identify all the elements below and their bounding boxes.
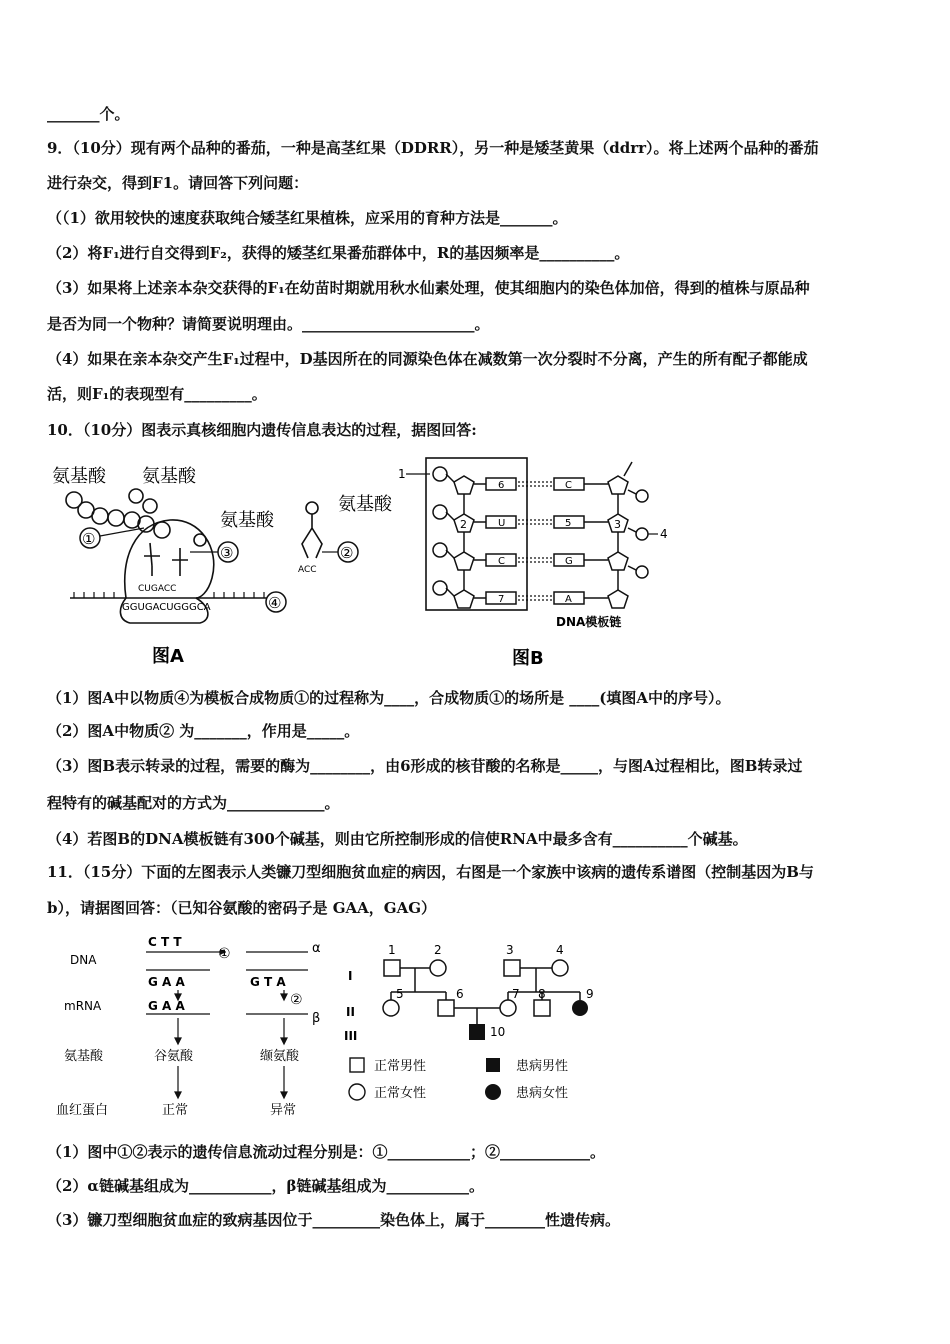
person-number: 1	[388, 943, 396, 957]
step-1-label: ①	[218, 946, 231, 962]
question-9-part-4: （4）如果在亲本杂交产生F₁过程中，D基因所在的同源染色体在减数第一次分裂时不分离，产生的所有配子都能成	[47, 350, 808, 368]
figure-11	[50, 930, 610, 1130]
person-number: 5	[396, 987, 404, 1001]
legend-affected-male: 患病男性	[516, 1059, 569, 1074]
base-label: C	[565, 480, 572, 491]
step-2-label: ②	[290, 992, 303, 1008]
acc-text: ACC	[298, 565, 317, 575]
marker-2: ②	[340, 544, 354, 562]
legend-normal-male: 正常男性	[374, 1059, 427, 1074]
question-10-part-3: （3）图B表示转录的过程，需要的酶为________，由6形成的核苷酸的名称是_____，与图A过程相比，图B转录过	[47, 757, 803, 775]
fig-a-label: 氨基酸	[338, 494, 392, 515]
marker-1: ①	[82, 530, 96, 548]
fig-a-label: 氨基酸	[220, 510, 274, 531]
text-line: 活，则F₁的表现型有_________。	[47, 385, 267, 403]
text-line: b），请据图回答：（已知谷氨酸的密码子是 GAA，GAG）	[47, 899, 437, 917]
base-label: 6	[498, 480, 505, 491]
abnormal-label: 异常	[270, 1103, 297, 1118]
fig-a-label: 氨基酸	[142, 466, 196, 487]
aa-label: 氨基酸	[64, 1049, 104, 1064]
person-number: 8	[538, 987, 546, 1001]
question-11-part-2: （2）α链碱基组成为___________，β链碱基组成为___________。	[47, 1177, 484, 1195]
template-strand-label: DNA模板链	[556, 615, 622, 629]
question-9-header: 9．（10分）现有两个品种的番茄，一种是高茎红果（DDRR），另一种是矮茎黄果（ddrr）。将上述两个品种的番茄	[47, 139, 819, 157]
question-9-part-1: （（1）欲用较快的速度获取纯合矮茎红果植株，应采用的育种方法是_______。	[47, 209, 568, 227]
base-label: G	[565, 556, 573, 567]
figure-a	[40, 448, 392, 680]
base-label: 7	[498, 594, 505, 605]
question-11-header: 11．（15分）下面的左图表示人类镰刀型细胞贫血症的病因，右图是一个家族中该病的遗传系谱图（控制基因为B与	[47, 863, 814, 881]
question-9-part-3: （3）如果将上述亲本杂交获得的F₁在幼苗时期就用秋水仙素处理，使其细胞内的染色体加倍，得到的植株与原品种	[47, 279, 810, 297]
person-number: 3	[506, 943, 514, 957]
figure-b-caption: 图B	[512, 648, 544, 669]
mrna-label: mRNA	[64, 999, 102, 1013]
mrna-text: GGUGACUGGGCA	[122, 602, 211, 613]
fig-a-label: 氨基酸	[52, 466, 106, 487]
val-label: 缬氨酸	[260, 1049, 300, 1064]
marker-4: ④	[268, 594, 282, 612]
normal-label: 正常	[162, 1103, 189, 1118]
legend-normal-female: 正常女性	[374, 1086, 427, 1101]
generation-label: I	[348, 969, 353, 983]
text-line: 是否为同一个物种？请简要说明理由。_______________________。	[47, 315, 490, 333]
row-label: C T T	[148, 935, 182, 949]
dna-label: DNA	[70, 953, 97, 967]
ring-label: 2	[460, 518, 467, 531]
question-11-part-1: （1）图中①②表示的遗传信息流动过程分别是：①___________；②____________。	[47, 1143, 605, 1161]
generation-label: III	[344, 1029, 358, 1043]
marker-3: ③	[220, 544, 234, 562]
anticodon-text: CUGACC	[138, 584, 177, 594]
question-11-part-3: （3）镰刀型细胞贫血症的致病基因位于_________染色体上，属于________性遗传病。	[47, 1211, 620, 1229]
text-line: _______个。	[47, 105, 130, 123]
question-9-part-2: （2）将F₁进行自交得到F₂，获得的矮茎红果番茄群体中，R的基因频率是__________。	[47, 244, 630, 262]
person-number: 6	[456, 987, 464, 1001]
label-1: 1	[398, 467, 406, 481]
row-label: G A A	[148, 999, 185, 1013]
question-10-part-4: （4）若图B的DNA模板链有300个碱基，则由它所控制形成的信使RNA中最多含有__________个碱基。	[47, 830, 748, 848]
label-4: 4	[660, 527, 668, 541]
generation-label: II	[346, 1005, 355, 1019]
base-label: A	[565, 594, 572, 605]
text-line: 进行杂交，得到F1。请回答下列问题：	[47, 174, 309, 192]
person-number: 10	[490, 1025, 506, 1039]
glu-label: 谷氨酸	[154, 1049, 194, 1064]
alpha-label: α	[312, 941, 321, 956]
hb-label: 血红蛋白	[56, 1103, 109, 1118]
person-number: 9	[586, 987, 594, 1001]
question-10-header: 10．（10分）图表示真核细胞内遗传信息表达的过程，据图回答:	[47, 421, 477, 439]
figure-b	[396, 450, 686, 672]
person-number: 2	[434, 943, 442, 957]
figure-a-caption: 图A	[152, 646, 184, 667]
row-label: G A A	[148, 975, 185, 989]
person-number: 7	[512, 987, 520, 1001]
question-10-part-2: （2）图A中物质② 为_______，作用是_____。	[47, 722, 360, 740]
beta-label: β	[312, 1011, 321, 1026]
legend-affected-female: 患病女性	[516, 1086, 569, 1101]
ring-label: 3	[614, 518, 621, 531]
base-label: C	[498, 556, 505, 567]
person-number: 4	[556, 943, 564, 957]
text-line: 程特有的碱基配对的方式为_____________。	[47, 794, 340, 812]
row-label: G T A	[250, 975, 286, 989]
base-label: 5	[565, 518, 572, 529]
base-label: U	[498, 518, 506, 529]
question-10-part-1: （1）图A中以物质④为模板合成物质①的过程称为____，合成物质①的场所是 ____(填图A中的序号）。	[47, 689, 731, 707]
